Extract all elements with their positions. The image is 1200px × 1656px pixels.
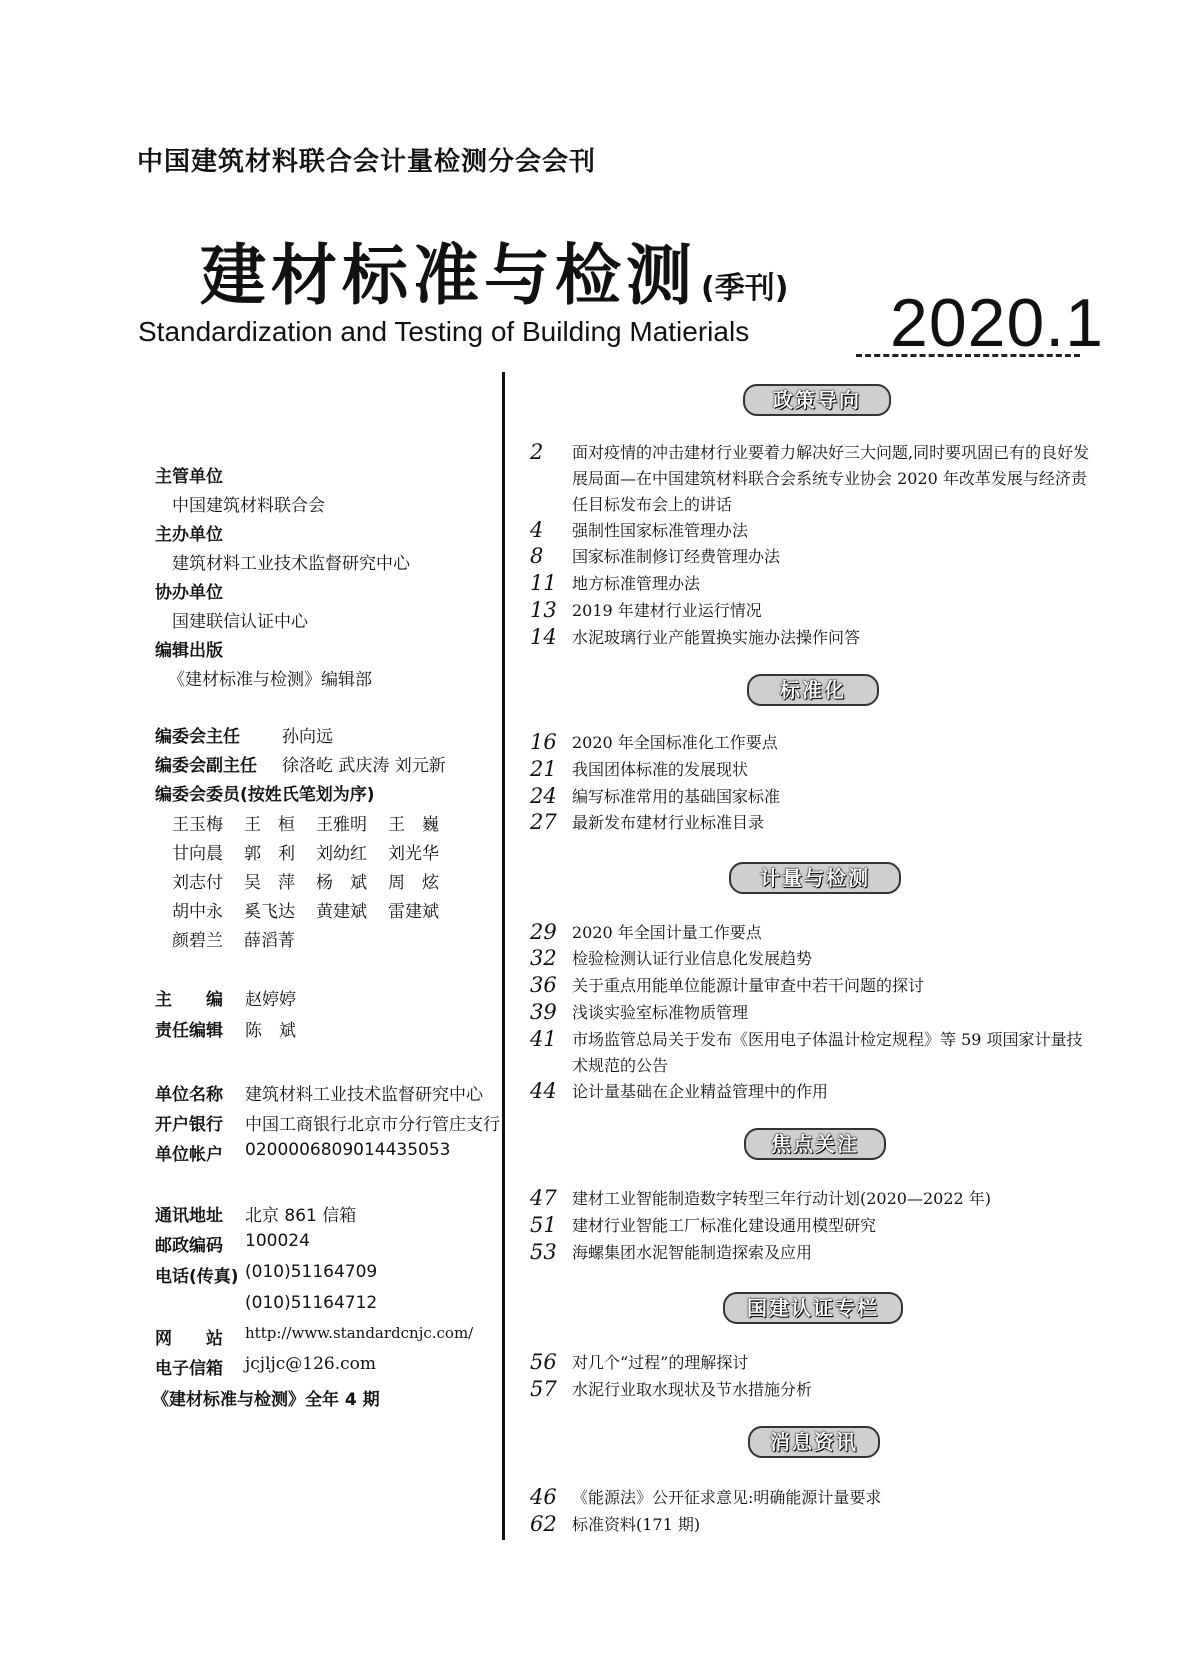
issue-underline xyxy=(856,354,1080,357)
member-name: 刘幼红 xyxy=(316,844,367,864)
toc-page: 62 xyxy=(530,1512,557,1536)
postcode-value: 100024 xyxy=(245,1231,310,1251)
toc-page: 32 xyxy=(530,946,557,970)
director-label: 编委会主任 xyxy=(155,727,240,747)
toc-page: 14 xyxy=(530,625,557,649)
website-value: http://www.standardcnjc.com/ xyxy=(245,1324,474,1342)
toc-title: 建材工业智能制造数字转型三年行动计划(2020—2022 年) xyxy=(572,1189,992,1208)
publication-frequency: 《建材标准与检测》全年 4 期 xyxy=(152,1390,380,1410)
toc-page: 13 xyxy=(530,598,557,622)
toc-title: 检验检测认证行业信息化发展趋势 xyxy=(572,949,813,968)
toc-title: 2020 年全国计量工作要点 xyxy=(572,923,762,942)
member-name: 雷建斌 xyxy=(388,902,439,922)
account-label: 单位帐户 xyxy=(155,1145,223,1165)
toc-title: 标准资料(171 期) xyxy=(572,1515,701,1534)
toc-page: 29 xyxy=(530,920,557,944)
section-tag-metrology: 计量与检测 xyxy=(729,862,901,894)
toc-page: 56 xyxy=(530,1350,557,1374)
toc-title: 地方标准管理办法 xyxy=(572,574,701,593)
phone-value-2: (010)51164712 xyxy=(245,1293,378,1313)
toc-page: 21 xyxy=(530,757,557,781)
toc-title: 国家标准制修订经费管理办法 xyxy=(572,547,781,566)
journal-affiliation: 中国建筑材料联合会计量检测分会会刊 xyxy=(137,147,597,177)
toc-title: 论计量基础在企业精益管理中的作用 xyxy=(572,1082,829,1101)
toc-page: 2 xyxy=(530,440,544,464)
supervisor-value: 中国建筑材料联合会 xyxy=(172,496,325,516)
section-tag-certification: 国建认证专栏 xyxy=(723,1292,903,1324)
toc-page: 39 xyxy=(530,1000,557,1024)
member-name: 王 巍 xyxy=(388,815,439,835)
members-row xyxy=(172,897,460,922)
toc-page: 8 xyxy=(530,544,544,568)
members-row xyxy=(172,810,460,835)
journal-title: 建材标准与检测 xyxy=(200,237,697,314)
director-value: 孙向远 xyxy=(282,727,333,747)
chief-editor-label: 主 编 xyxy=(155,990,223,1010)
toc-title: 水泥行业取水现状及节水措施分析 xyxy=(572,1380,813,1399)
email-label: 电子信箱 xyxy=(155,1359,223,1379)
toc-title: 2020 年全国标准化工作要点 xyxy=(572,733,778,752)
toc-page: 46 xyxy=(530,1485,557,1509)
phone-label: 电话(传真) xyxy=(155,1267,239,1287)
toc-title: 最新发布建材行业标准目录 xyxy=(572,813,765,832)
bank-value: 中国工商银行北京市分行管庄支行 xyxy=(245,1115,500,1135)
bank-label: 开户银行 xyxy=(155,1115,223,1135)
unit-value: 建筑材料工业技术监督研究中心 xyxy=(245,1085,483,1105)
member-name: 王 桓 xyxy=(244,815,295,835)
toc-title: 关于重点用能单位能源计量审查中若干问题的探讨 xyxy=(572,976,925,995)
member-name: 奚飞达 xyxy=(244,902,295,922)
postcode-label: 邮政编码 xyxy=(155,1236,223,1256)
member-name: 刘光华 xyxy=(388,844,439,864)
toc-title: 编写标准常用的基础国家标准 xyxy=(572,787,781,806)
member-name: 黄建斌 xyxy=(316,902,367,922)
section-tag-focus: 焦点关注 xyxy=(744,1128,886,1160)
member-name: 甘向晨 xyxy=(172,844,223,864)
email-value: jcjljc@126.com xyxy=(245,1354,377,1374)
toc-page: 51 xyxy=(530,1213,557,1237)
section-tag-policy: 政策导向 xyxy=(743,384,891,416)
column-divider xyxy=(502,372,505,1540)
section-tag-standardization: 标准化 xyxy=(747,674,879,706)
phone-value-1: (010)51164709 xyxy=(245,1262,378,1282)
address-label: 通讯地址 xyxy=(155,1206,223,1226)
toc-page: 27 xyxy=(530,810,557,834)
toc-title: 强制性国家标准管理办法 xyxy=(572,521,749,540)
website-label: 网 站 xyxy=(155,1329,223,1349)
toc-page: 24 xyxy=(530,784,557,808)
editor-value: 陈 斌 xyxy=(245,1021,296,1041)
toc-title: 《能源法》公开征求意见:明确能源计量要求 xyxy=(572,1488,882,1507)
member-name: 王玉梅 xyxy=(172,815,223,835)
publisher-value: 《建材标准与检测》编辑部 xyxy=(168,670,372,690)
supervisor-label: 主管单位 xyxy=(155,467,223,487)
journal-title-english: Standardization and Testing of Building Matierials xyxy=(138,316,750,347)
sponsor-label: 主办单位 xyxy=(155,525,223,545)
journal-title-suffix: (季刊) xyxy=(701,271,789,306)
toc-title: 水泥玻璃行业产能置换实施办法操作问答 xyxy=(572,628,861,647)
member-name: 杨 斌 xyxy=(316,873,367,893)
editor-label: 责任编辑 xyxy=(155,1021,223,1041)
members-label: 编委会委员(按姓氏笔划为序) xyxy=(155,785,375,805)
journal-title-row xyxy=(200,222,788,317)
toc-page: 11 xyxy=(530,571,557,595)
member-name: 刘志付 xyxy=(172,873,223,893)
vice-director-value: 徐洛屹 武庆涛 刘元新 xyxy=(282,756,446,776)
vice-director-label: 编委会副主任 xyxy=(155,756,257,776)
toc-page: 44 xyxy=(530,1079,557,1103)
unit-label: 单位名称 xyxy=(155,1085,223,1105)
toc-page: 53 xyxy=(530,1240,557,1264)
members-row xyxy=(172,926,316,951)
toc-page: 36 xyxy=(530,973,557,997)
sponsor-value: 建筑材料工业技术监督研究中心 xyxy=(172,554,410,574)
toc-title: 市场监管总局关于发布《医用电子体温计检定规程》等 59 项国家计量技术规范的公告 xyxy=(572,1030,1083,1075)
issue-number: 2020.1 xyxy=(890,285,1104,361)
toc-page: 16 xyxy=(530,730,557,754)
member-name: 薛滔菁 xyxy=(244,931,295,951)
co-sponsor-label: 协办单位 xyxy=(155,583,223,603)
member-name: 颜碧兰 xyxy=(172,931,223,951)
publisher-label: 编辑出版 xyxy=(155,641,223,661)
co-sponsor-value: 国建联信认证中心 xyxy=(172,612,308,632)
toc-page: 57 xyxy=(530,1377,557,1401)
member-name: 周 炫 xyxy=(388,873,439,893)
member-name: 胡中永 xyxy=(172,902,223,922)
member-name: 王雅明 xyxy=(316,815,367,835)
toc-title: 建材行业智能工厂标准化建设通用模型研究 xyxy=(572,1216,877,1235)
account-value: 0200006809014435053 xyxy=(245,1140,451,1160)
toc-title: 海螺集团水泥智能制造探索及应用 xyxy=(572,1243,813,1262)
address-value: 北京 861 信箱 xyxy=(245,1206,357,1226)
member-name: 郭 利 xyxy=(244,844,295,864)
toc-title: 面对疫情的冲击建材行业要着力解决好三大问题,同时要巩固已有的良好发展局面—在中国建筑材料联合会系统专业协会 2020 年改革发展与经济责任目标发布会上的讲话 xyxy=(572,443,1090,514)
members-row xyxy=(172,839,460,864)
toc-page: 41 xyxy=(530,1027,557,1051)
members-row xyxy=(172,868,460,893)
toc-title: 对几个“过程”的理解探讨 xyxy=(572,1353,749,1372)
toc-title: 2019 年建材行业运行情况 xyxy=(572,601,762,620)
toc-title: 浅谈实验室标准物质管理 xyxy=(572,1003,749,1022)
toc-page: 4 xyxy=(530,518,544,542)
toc-page: 47 xyxy=(530,1186,557,1210)
section-tag-news: 消息资讯 xyxy=(748,1426,880,1458)
toc-title: 我国团体标准的发展现状 xyxy=(572,760,749,779)
member-name: 吴 萍 xyxy=(244,873,295,893)
chief-editor-value: 赵婷婷 xyxy=(245,990,296,1010)
